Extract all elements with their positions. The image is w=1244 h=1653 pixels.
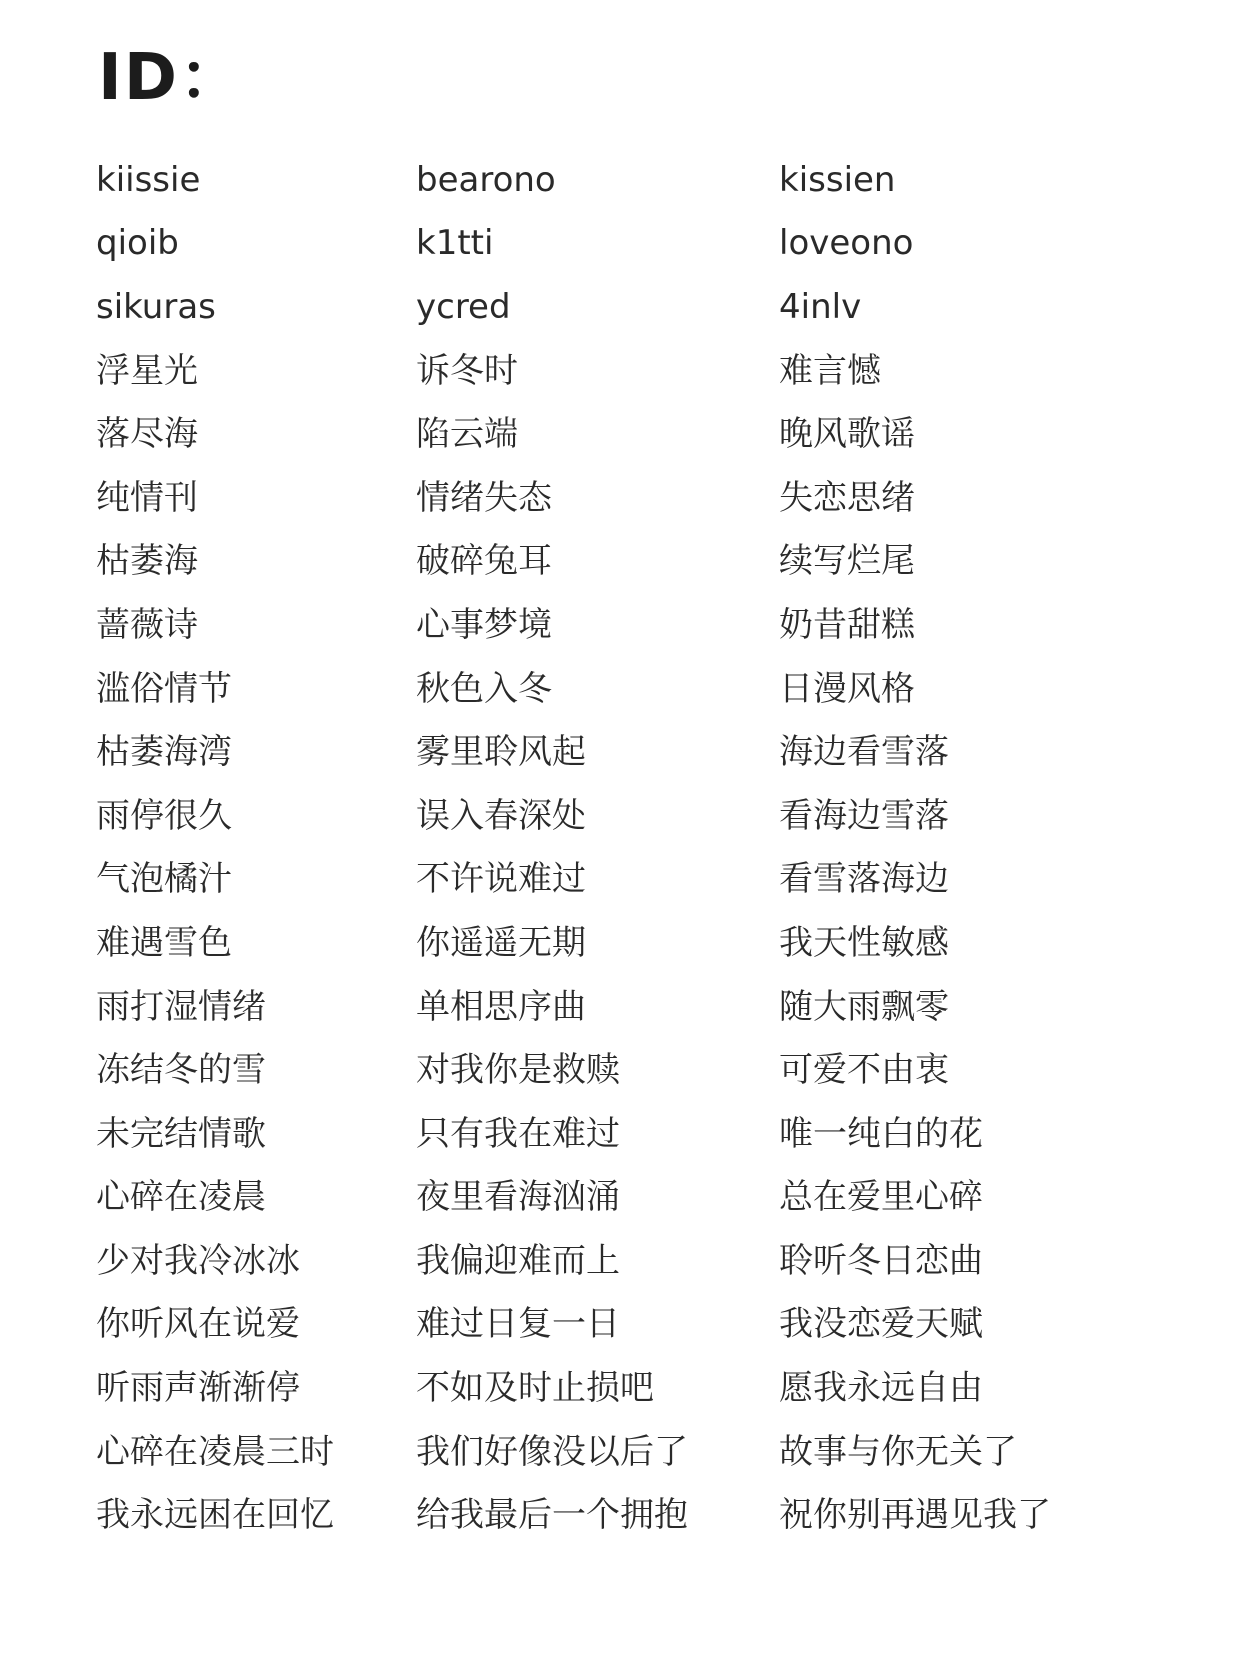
id-entry: 海边看雪落 (779, 732, 949, 773)
id-entry: 冻结冬的雪 (96, 1050, 266, 1091)
id-entry: 奶昔甜糕 (779, 604, 915, 645)
id-entry: 滥俗情节 (96, 668, 232, 709)
id-entry: 误入春深处 (416, 795, 586, 836)
id-entry: 故事与你无关了 (779, 1431, 1017, 1472)
id-entry: qioib (96, 223, 179, 264)
id-entry: 秋色入冬 (416, 668, 552, 709)
id-entry: 我偏迎难而上 (416, 1240, 620, 1281)
id-list (96, 148, 1199, 1547)
id-entry: 蔷薇诗 (96, 604, 198, 645)
id-entry: kissien (779, 159, 896, 200)
id-entry: 雨停很久 (96, 795, 232, 836)
id-entry: 对我你是救赎 (416, 1050, 620, 1091)
id-entry: 愿我永远自由 (779, 1368, 983, 1409)
id-entry: 4inlv (779, 286, 862, 327)
id-entry: 单相思序曲 (416, 986, 586, 1027)
id-entry: kiissie (96, 159, 201, 200)
id-entry: 陷云端 (416, 414, 518, 455)
id-entry: 聆听冬日恋曲 (779, 1240, 983, 1281)
page-title: ID： (98, 41, 245, 115)
id-entry: 我没恋爱天赋 (779, 1304, 983, 1345)
id-entry: 诉冬时 (416, 350, 518, 391)
id-entry: 晚风歌谣 (779, 414, 915, 455)
id-entry: 不许说难过 (416, 859, 586, 900)
id-entry: 难言憾 (779, 350, 881, 391)
id-entry: 祝你别再遇见我了 (779, 1495, 1051, 1536)
id-entry: ycred (416, 286, 511, 327)
id-entry: 难遇雪色 (96, 922, 232, 963)
id-entry: 落尽海 (96, 414, 198, 455)
id-entry: 少对我冷冰冰 (96, 1240, 300, 1281)
id-entry: 总在爱里心碎 (779, 1177, 983, 1218)
id-entry: 浮星光 (96, 350, 198, 391)
id-entry: bearono (416, 159, 556, 200)
id-entry: 看雪落海边 (779, 859, 949, 900)
id-entry: k1tti (416, 223, 494, 264)
id-entry: loveono (779, 223, 914, 264)
id-entry: 情绪失态 (416, 477, 552, 518)
id-entry: 纯情刊 (96, 477, 198, 518)
id-entry: 听雨声渐渐停 (96, 1368, 300, 1409)
id-entry: 日漫风格 (779, 668, 915, 709)
id-entry: 心碎在凌晨三时 (96, 1431, 334, 1472)
id-entry: 心碎在凌晨 (96, 1177, 266, 1218)
id-entry: 气泡橘汁 (96, 859, 232, 900)
id-entry: 你听风在说爱 (96, 1304, 300, 1345)
id-entry: 我天性敏感 (779, 922, 949, 963)
id-entry: 你遥遥无期 (416, 922, 586, 963)
id-entry: 破碎兔耳 (416, 541, 552, 582)
id-entry: sikuras (96, 286, 216, 327)
id-entry: 只有我在难过 (416, 1113, 620, 1154)
id-entry: 难过日复一日 (416, 1304, 620, 1345)
id-entry: 夜里看海汹涌 (416, 1177, 620, 1218)
id-entry: 心事梦境 (416, 604, 552, 645)
id-entry: 未完结情歌 (96, 1113, 266, 1154)
id-entry: 雾里聆风起 (416, 732, 586, 773)
id-entry: 可爱不由衷 (779, 1050, 949, 1091)
id-entry: 看海边雪落 (779, 795, 949, 836)
id-entry: 给我最后一个拥抱 (416, 1495, 688, 1536)
id-entry: 枯萎海湾 (96, 732, 232, 773)
id-entry: 随大雨飘零 (779, 986, 949, 1027)
id-entry: 雨打湿情绪 (96, 986, 266, 1027)
id-entry: 失恋思绪 (779, 477, 915, 518)
id-entry: 不如及时止损吧 (416, 1368, 654, 1409)
id-entry: 枯萎海 (96, 541, 198, 582)
id-entry: 我永远困在回忆 (96, 1495, 334, 1536)
id-entry: 续写烂尾 (779, 541, 915, 582)
id-entry: 唯一纯白的花 (779, 1113, 983, 1154)
id-entry: 我们好像没以后了 (416, 1431, 688, 1472)
